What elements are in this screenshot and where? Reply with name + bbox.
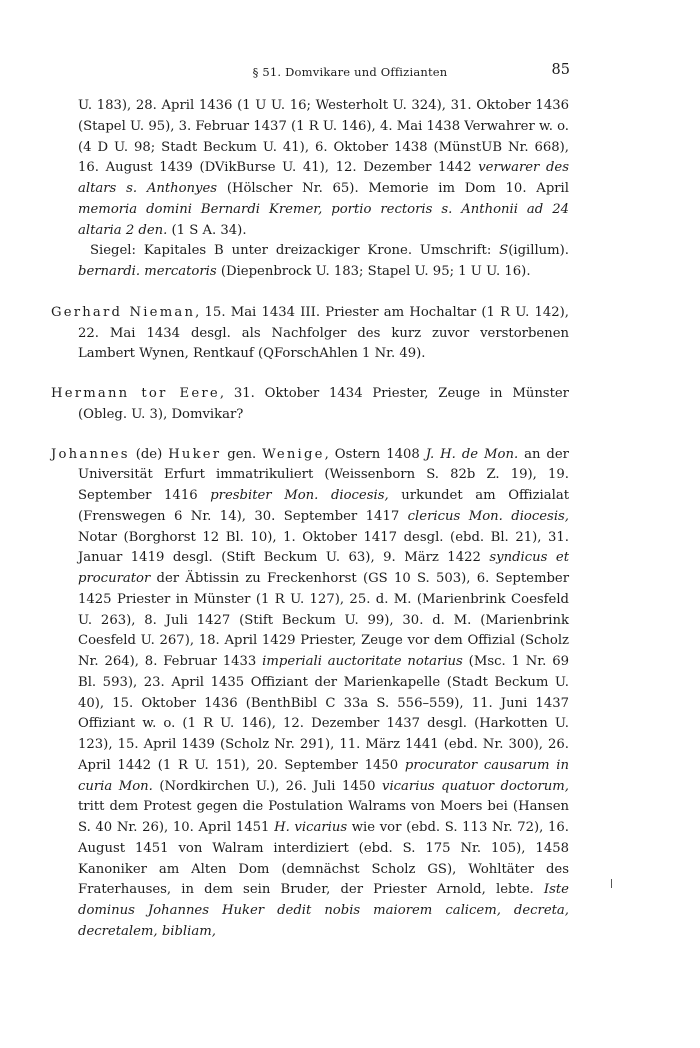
text-run: (de)	[129, 446, 169, 462]
text-run: tritt dem Protest gegen die Postulation Walrams von Moers bei (Hansen S. 40 Nr. 26), 10. April 1451	[78, 799, 569, 835]
entry-gap	[51, 426, 569, 445]
italic-quote: vicarius quatuor doctorum,	[382, 778, 569, 794]
text-run: (1 S A. 34).	[167, 222, 247, 238]
text-run: wie vor (ebd. S. 113 Nr. 72), 16. August 1451 von Walram interdiziert (ebd. S. 175 Nr. 105), 1458 Kanoniker am Alten Dom (demnächst Scholz GS), Wohltäter des Fraterhauses, in dem sein Bruder, der Priester Arnold, lebte.	[78, 820, 569, 898]
text-run: gen.	[221, 446, 263, 462]
italic-quote: S	[499, 243, 509, 259]
italic-quote: J. H. de Mon.	[425, 446, 519, 462]
text-run: Notar (Borghorst 12 Bl. 10), 1. Oktober 1417 desgl. (ebd. Bl. 21), 31. Januar 1419 desgl. (Stift Beckum U. 63), 9. März 1422	[78, 529, 569, 566]
text-run: U. 183), 28. April 1436 (1 U U. 16; Westerholt U. 324), 31. Oktober 1436 (Stapel U. 95), 3. Februar 1437 (1 R U. 146), 4. Mai 1438 Verwahrer w. o. (4 D U. 98; Stadt Beckum U. 41), 6. Oktober 1438 (MünstUB Nr. 668), 16. August 1439 (DVikBurse U. 41), 12. Dezember 1442	[78, 98, 569, 176]
text-run: an der Universität Erfurt immatrikuliert (Weissenborn S. 82b Z. 19), 19. September 1416	[78, 446, 569, 503]
entry-name: Hermann tor Eere	[51, 386, 220, 401]
entry-gap	[51, 365, 569, 384]
text-run: (Nordkirchen U.), 26. Juli 1450	[152, 778, 382, 794]
text-run: Siegel: Kapitales B unter dreizackiger Krone. Umschrift:	[90, 243, 500, 259]
text-run: (Msc. 1 Nr. 69 Bl. 593), 23. April 1435 Offiziant der Marienkapelle (Stadt Beckum U. 40), 15. Oktober 1436 (BenthBibl C 33a S. 556–559), 11. Juni 1437 Offiziant w. o. (1 R U. 146), 12. Dezember 1437 desgl. (Harkotten U. 123), 15. April 1439 (Scholz Nr. 291), 11. März 1441 (ebd. Nr. 300), 26. April 1442 (1 R U. 151), 20. September 1450	[78, 654, 569, 773]
text-run: (Hölscher Nr. 65). Memorie im Dom 10. April	[217, 181, 569, 196]
italic-quote: H. vicarius	[274, 820, 348, 835]
body-text	[51, 96, 569, 943]
entry-name: Gerhard Nieman	[51, 304, 196, 320]
italic-quote: presbiter Mon. diocesis,	[210, 488, 389, 503]
text-run: , Ostern 1408	[324, 446, 426, 462]
italic-quote: verwarer des altars s. Anthonyes	[78, 160, 570, 196]
running-head	[0, 62, 700, 82]
italic-quote: syndicus et procurator	[78, 550, 569, 586]
page-number: 85	[551, 62, 570, 78]
margin-mark	[611, 879, 612, 888]
text-run: , 31. Oktober 1434 Priester, Zeuge in Münster (Obleg. U. 3), Domvikar?	[78, 386, 569, 422]
italic-quote: imperiali auctoritate notarius	[262, 654, 463, 669]
entry-hermann-tor-eere	[51, 384, 569, 426]
entry-johannes-huker	[51, 445, 569, 943]
paragraph-seal	[51, 241, 569, 283]
entry-gap	[51, 283, 569, 303]
entry-gerhard-nieman	[51, 303, 569, 365]
entry-name: Huker	[168, 446, 222, 462]
italic-quote: clericus Mon. diocesis,	[407, 508, 569, 524]
text-run: der Äbtissin zu Freckenhorst (GS 10 S. 503), 6. September 1425 Priester in Münster (1 R U. 127), 25. d. M. (Marienbrink Coesfeld U. 263), 8. Juli 1427 (Stift Beckum U. 99), 30. d. M. (Marienbrink Coesfeld U. 267), 18. April 1429 Priester, Zeuge vor dem Offizial (Scholz Nr. 264), 8. Februar 1433	[78, 571, 569, 669]
entry-name: Wenige	[262, 446, 325, 462]
text-run: , 15. Mai 1434 III. Priester am Hochaltar (1 R U. 142), 22. Mai 1434 desgl. als Nachfolger des kurz zuvor verstorbenen Lambert Wynen, Rentkauf (QForschAhlen 1 Nr. 49).	[78, 304, 569, 362]
italic-quote: Iste dominus Johannes Huker dedit nobis maiorem calicem, decreta, decretalem, bibliam,	[78, 882, 569, 939]
italic-quote: procurator causarum in curia Mon.	[78, 757, 569, 794]
text-run: (Diepenbrock U. 183; Stapel U. 95; 1 U U. 16).	[216, 264, 531, 279]
running-head-title: § 51. Domvikare und Offizianten	[252, 65, 448, 79]
text-run: (igillum).	[508, 243, 569, 259]
italic-quote: bernardi. mercatoris	[78, 264, 217, 279]
paragraph-bernard-kremer-continued	[51, 96, 569, 241]
entry-name: Johannes	[51, 446, 130, 462]
italic-quote: memoria domini Bernardi Kremer, portio rectoris s. Anthonii ad 24 altaria 2 den.	[78, 201, 569, 238]
text-run: urkundet am Offizialat (Frenswegen 6 Nr. 14), 30. September 1417	[78, 488, 569, 524]
